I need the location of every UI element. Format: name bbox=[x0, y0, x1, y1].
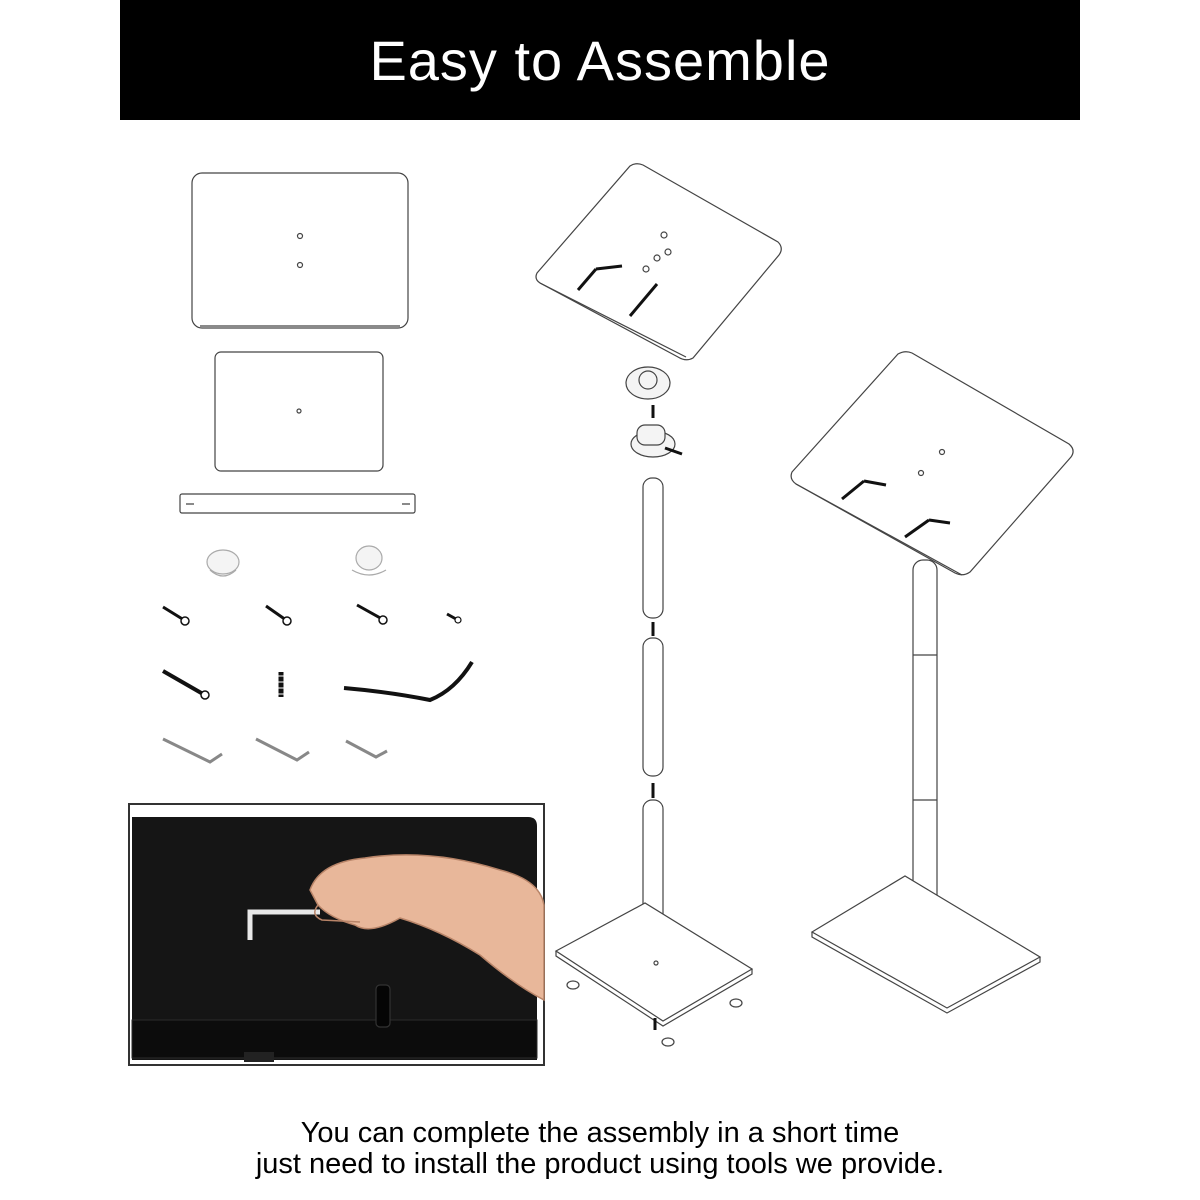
hardware-row bbox=[163, 662, 472, 700]
caption-line-2: just need to install the product using tools we provide. bbox=[255, 1148, 945, 1180]
exploded-stand bbox=[536, 164, 781, 1046]
screws-row bbox=[163, 605, 461, 625]
exploded-board bbox=[536, 164, 781, 360]
caption-line-1: You can complete the assembly in a short time bbox=[300, 1117, 900, 1149]
large-board-part bbox=[192, 173, 408, 328]
small-board-part bbox=[215, 352, 383, 471]
exploded-base bbox=[556, 903, 752, 1046]
hex-keys-row bbox=[163, 739, 387, 762]
exploded-mount bbox=[626, 367, 682, 457]
assembled-stand bbox=[791, 352, 1073, 1013]
inset-photo bbox=[129, 804, 544, 1065]
exploded-poles bbox=[643, 478, 663, 938]
caption bbox=[0, 1118, 1200, 1180]
tilt-mount-part bbox=[207, 546, 386, 576]
parts-list bbox=[163, 173, 472, 762]
ledge-bar-part bbox=[180, 494, 415, 513]
page-title: Easy to Assemble bbox=[369, 28, 831, 92]
